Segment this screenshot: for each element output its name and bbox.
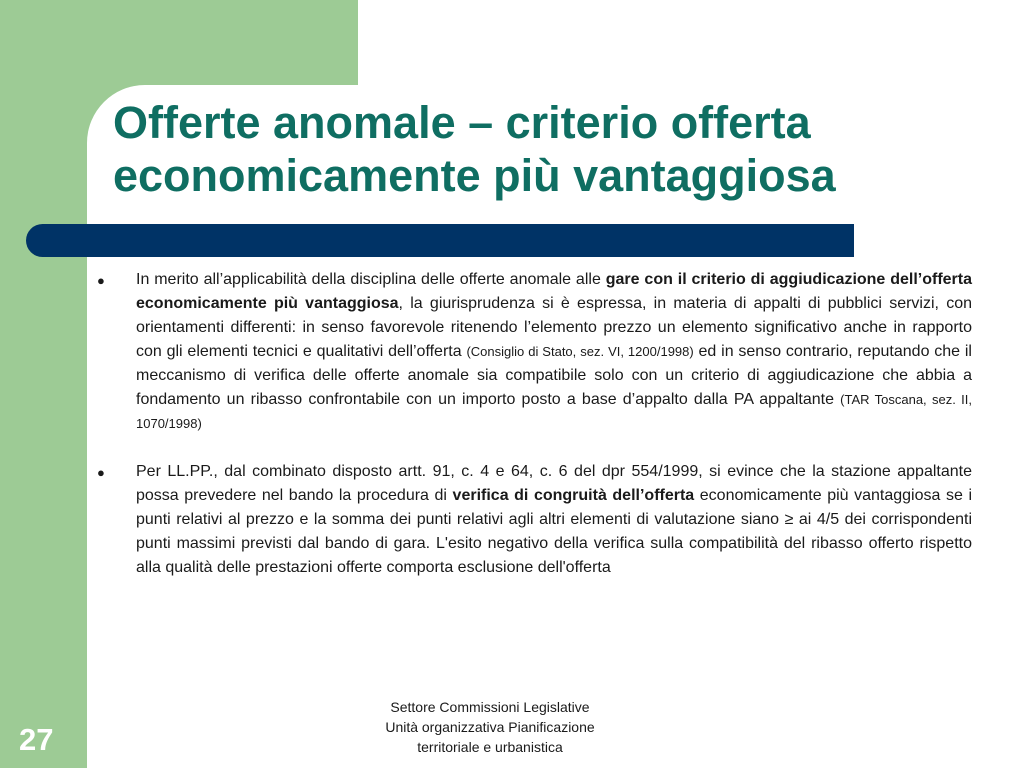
bullet-item [94, 268, 972, 436]
bullet-dot-icon: ● [97, 273, 105, 288]
slide-body [94, 268, 972, 580]
footer-line: territoriale e urbanistica [417, 739, 563, 755]
bullet-emphasis: gare con il criterio di aggiudicazione dell’offerta economicamente più vantaggiosa [136, 271, 973, 312]
footer-credits [340, 697, 640, 757]
bullet-text: ed in senso contrario, reputando che il meccanismo di verifica delle offerte anomale sia compatibile solo con un criterio di aggiudicazione che abbia a fondamento un ribasso confrontabile con un importo posto a base d’appalto dalla PA appaltante [136, 343, 972, 408]
bullet-dot-icon: ● [97, 465, 105, 480]
footer-line: Settore Commissioni Legislative [390, 699, 590, 715]
slide-title: Offerte anomale – criterio offerta economicamente più vantaggiosa [113, 97, 836, 201]
page-number: 27 [19, 722, 54, 757]
title-underline-bar [26, 224, 854, 257]
footer-line: Unità organizzativa Pianificazione [385, 719, 595, 735]
citation: (TAR Toscana, sez. II, 1070/1998) [136, 392, 972, 431]
citation: (Consiglio di Stato, sez. VI, 1200/1998) [466, 344, 694, 359]
bullet-item [94, 460, 972, 580]
bullet-text: , la giurisprudenza si è espressa, in materia di appalti di pubblici servizi, con orientamenti differenti: in senso favorevole ritenendo l’elemento prezzo un elemento significativo anche in rapporto con gli elementi tecnici e qualitativi dell’offerta [136, 295, 973, 360]
bullet-emphasis: verifica di congruità dell’offerta [452, 487, 695, 504]
bullet-text: economicamente più vantaggiosa se i punti relativi al prezzo e la somma dei punti relativi agli altri elementi di valutazione siano ≥ ai 4/5 dei corrispondenti punti massimi previsti dal bando di gara. L'esito negativo della verifica sulla compatibilità del ribasso offerto rispetto alla qualità delle prestazioni offerte comporta esclusione dell'offerta [136, 487, 972, 576]
bullet-text: Per LL.PP., dal combinato disposto artt. 91, c. 4 e 64, c. 6 del dpr 554/1999, si evince che la stazione appaltante possa prevedere nel bando la procedura di [136, 463, 972, 504]
bullet-text: In merito all’applicabilità della disciplina delle offerte anomale alle [136, 271, 606, 288]
